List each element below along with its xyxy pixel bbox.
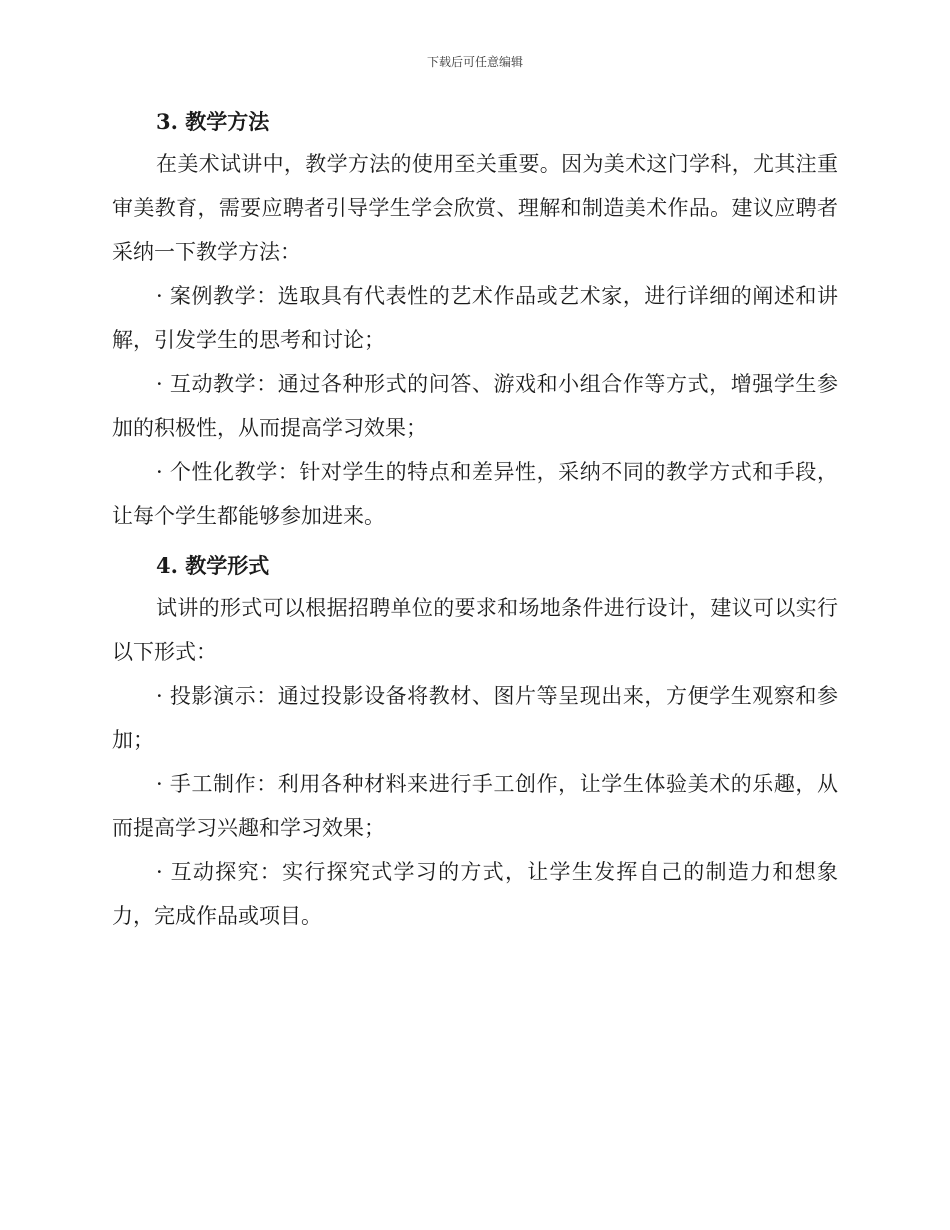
bullet-paragraph: · 互动教学：通过各种形式的问答、游戏和小组合作等方式，增强学生参加的积极性，从而提高学习效果； — [112, 372, 838, 440]
section-teaching-forms — [112, 546, 838, 938]
section-intro-paragraph: 在美术试讲中，教学方法的使用至关重要。因为美术这门学科，尤其注重审美教育，需要应聘者引导学生学会欣赏、理解和制造美术作品。建议应聘者采纳一下教学方法： — [112, 152, 838, 264]
bullet-paragraph: · 互动探究：实行探究式学习的方式，让学生发挥自己的制造力和想象力，完成作品或项目。 — [112, 860, 838, 928]
document-body — [112, 102, 838, 938]
bullet-paragraph: · 手工制作：利用各种材料来进行手工创作，让学生体验美术的乐趣，从而提高学习兴趣和学习效果； — [112, 772, 838, 840]
section-heading: 3. 教学方法 — [156, 109, 270, 134]
bullet-paragraph: · 投影演示：通过投影设备将教材、图片等呈现出来，方便学生观察和参加； — [112, 684, 838, 752]
section-heading: 4. 教学形式 — [156, 553, 270, 578]
page-header-note: 下载后可任意编辑 — [426, 55, 523, 69]
section-intro-paragraph: 试讲的形式可以根据招聘单位的要求和场地条件进行设计，建议可以实行以下形式： — [112, 596, 838, 664]
section-teaching-methods — [112, 102, 838, 538]
bullet-paragraph: · 案例教学：选取具有代表性的艺术作品或艺术家，进行详细的阐述和讲解，引发学生的思考和讨论； — [112, 284, 838, 352]
bullet-paragraph: · 个性化教学：针对学生的特点和差异性，采纳不同的教学方式和手段，让每个学生都能够参加进来。 — [112, 460, 838, 528]
